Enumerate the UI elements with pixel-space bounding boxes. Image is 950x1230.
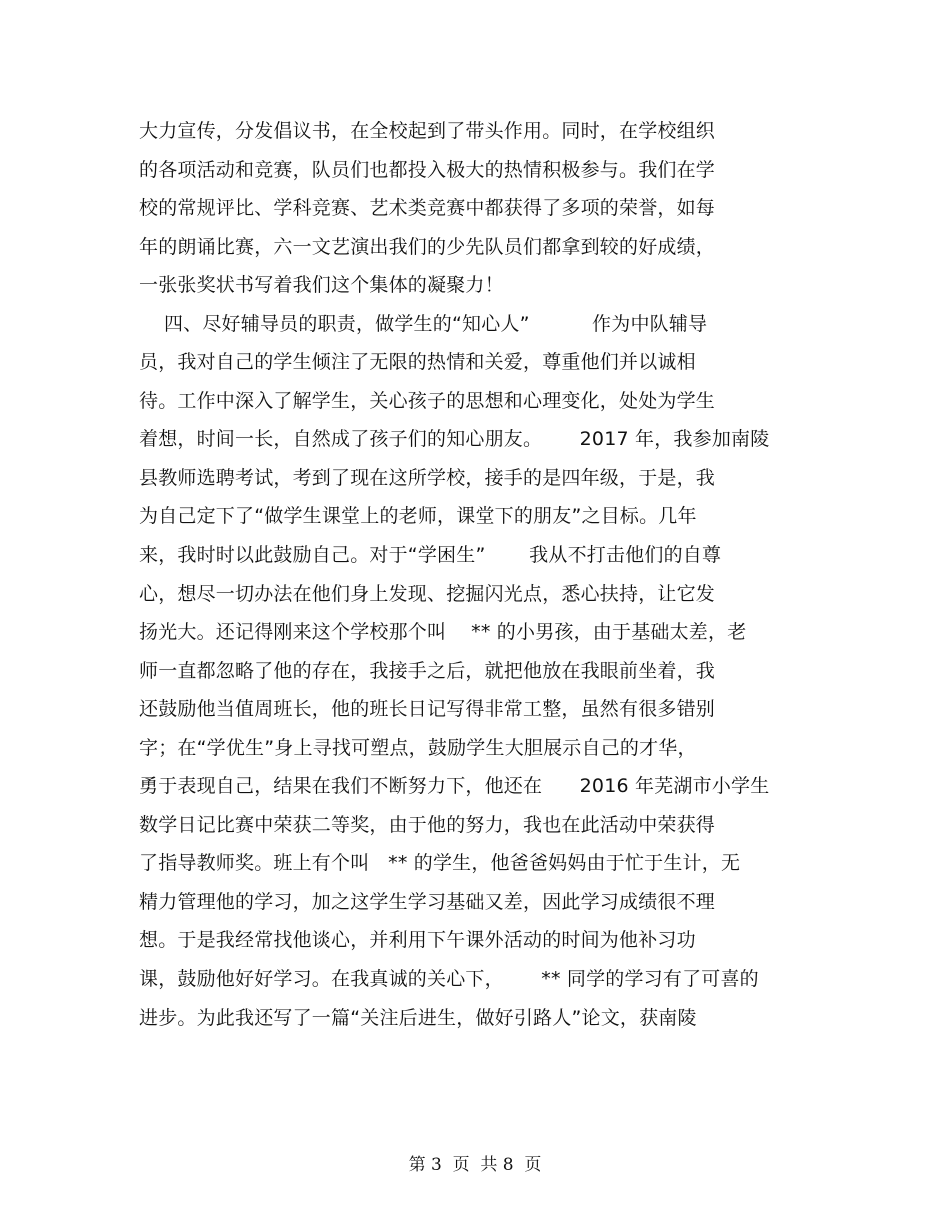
text-line: 员，我对自己的学生倾注了无限的热情和关爱，尊重他们并以诚相 xyxy=(139,351,696,374)
text-line: 待。工作中深入了解学生，关心孩子的思想和心理变化，处处为学生 xyxy=(139,389,716,412)
text-line: 想。于是我经常找他谈心，并利用下午课外活动的时间为他补习功 xyxy=(139,929,696,952)
text-line: 还鼓励他当值周班长，他的班长日记写得非常工整，虽然有很多错别 xyxy=(139,698,716,721)
text-line: 一张张奖状书写着我们这个集体的凝聚力！ xyxy=(139,274,504,297)
text-line: 大力宣传，分发倡议书，在全校起到了带头作用。同时，在学校组织 xyxy=(139,120,716,142)
text-line: 校的常规评比、学科竞赛、艺术类竞赛中都获得了多项的荣誉，如每 xyxy=(139,197,716,220)
text-line: 课，鼓励他好好学习。在我真诚的关心下， ** 同学的学习有了可喜的 xyxy=(139,968,759,991)
text-line: 勇于表现自己，结果在我们不断努力下，他还在 2016 年芜湖市小学生 xyxy=(139,775,770,798)
text-line: 着想，时间一长，自然成了孩子们的知心朋友。 2017 年，我参加南陵 xyxy=(139,428,770,451)
section-heading-line: 四、尽好辅导员的职责，做学生的“知心人” 作为中队辅导 xyxy=(139,312,708,335)
text-line: 县教师选聘考试，考到了现在这所学校，接手的是四年级，于是，我 xyxy=(139,466,716,489)
page-number-footer: 第 3 页 共 8 页 xyxy=(408,1155,542,1175)
text-line: 的各项活动和竞赛，队员们也都投入极大的热情积极参与。我们在学 xyxy=(139,158,716,181)
text-line: 精力管理他的学习，加之这学生学习基础又差，因此学习成绩很不理 xyxy=(139,890,716,913)
text-line: 师一直都忽略了他的存在，我接手之后，就把他放在我眼前坐着，我 xyxy=(139,659,716,682)
text-line: 心，想尽一切办法在他们身上发现、挖掘闪光点，悉心扶持，让它发 xyxy=(139,582,716,605)
body-text xyxy=(139,112,819,1037)
text-line: 了指导教师奖。班上有个叫 ** 的学生，他爸爸妈妈由于忙于生计，无 xyxy=(139,852,741,875)
text-line: 年的朗诵比赛，六一文艺演出我们的少先队员们都拿到较的好成绩， xyxy=(139,235,716,258)
text-line: 字；在“学优生”身上寻找可塑点，鼓励学生大胆展示自己的才华， xyxy=(139,736,697,759)
text-line: 进步。为此我还写了一篇“关注后进生，做好引路人”论文，获南陵 xyxy=(139,1006,697,1029)
text-line: 扬光大。还记得刚来这个学校那个叫 ** 的小男孩，由于基础太差，老 xyxy=(139,621,747,644)
text-line: 来，我时时以此鼓励自己。对于“学困生” 我从不打击他们的自尊 xyxy=(139,544,722,567)
text-line: 为自己定下了“做学生课堂上的老师，课堂下的朋友”之目标。几年 xyxy=(139,505,697,528)
text-line: 数学日记比赛中荣获二等奖，由于他的努力，我也在此活动中荣获得 xyxy=(139,813,716,836)
